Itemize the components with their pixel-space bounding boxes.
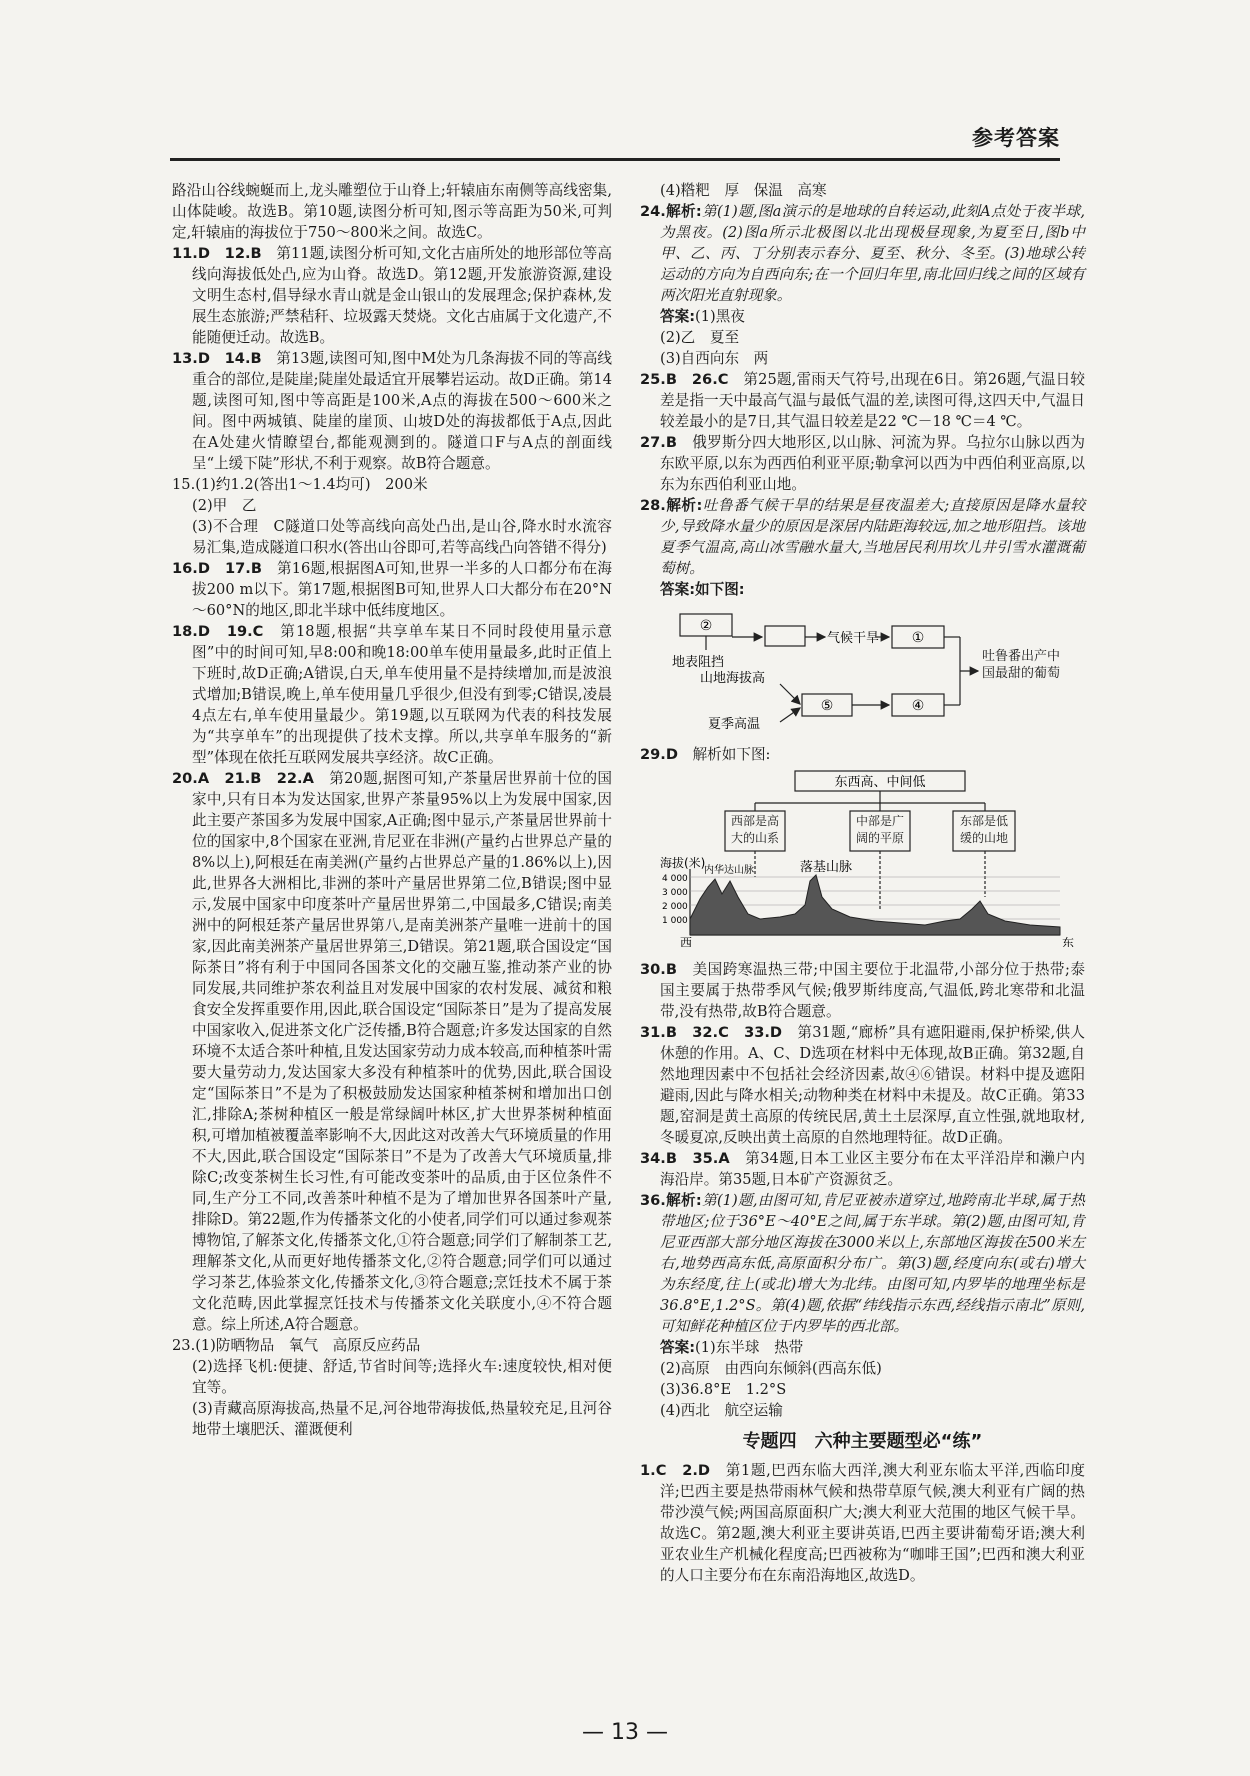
answer-31-33 (640, 1022, 1085, 1148)
answer-23-b: (2)选择飞机:便捷、舒适,节省时间等;选择火车:速度较快,相对便宜等。 (192, 1358, 612, 1396)
answer-30 (640, 959, 1085, 1022)
answer-number: 29.D (640, 746, 678, 763)
answer-15-b: (2)甲 乙 (192, 497, 257, 514)
answer-24 (640, 201, 1085, 306)
flow-label-result: 吐鲁番出产中国最甜的葡萄 (982, 649, 1061, 681)
paragraph: 路沿山谷线蜿蜒而上,龙头雕塑位于山脊上;轩辕庙东南侧等高线密集,山体陡峻。故选B。第10题,读图分析可知,图示等高距为50米,可判定,轩辕庙的海拔位于750～800米之间。故选C。 (172, 182, 612, 241)
analysis-text: 吐鲁番气候干旱的结果是昼夜温差大;直接原因是降水量较少,导致降水量少的原因是深居内陆距海较远,加之地形阻挡。该地夏季气温高,高山冰雪融水量大,当地居民利用坎儿井引雪水灌溉葡萄树。 (660, 497, 1085, 577)
right-column (640, 180, 1085, 1586)
answer-36 (640, 1190, 1085, 1337)
terrain-profile-svg (660, 769, 1080, 947)
profile-east-direction: 东 (1062, 936, 1075, 947)
answer-20-22 (172, 768, 612, 1335)
answer-15-a: 15.(1)约1.2(答出1～1.4均可) 200米 (172, 476, 428, 493)
answer-text: 第18题,根据“共享单车某日不同时段使用量示意图”中的时间可知,早8:00和晚18:00单车使用量最多,此时正值上下班时,故D正确;A错误,白天,单车使用量不是持续增加,而是波浪式增加;B错误,晚上,单车使用量几乎很少,但没有到零;C错误,凌晨4点左右,单车使用量最少。第19题,以互联网为代表的科技发展为“共享单车”的出现提供了技术支撑。所以,共享单车服务的“新型”体现在依托互联网发展共享经济。故C正确。 (192, 623, 612, 766)
analysis-text: 第(1)题,由图可知,肯尼亚被赤道穿过,地跨南北半球,属于热带地区;位于36°E～40°E之间,属于东半球。第(2)题,由图可知,肯尼亚西部大部分地区海拔在3000米以上,东部地区海拔在500米左右,地势西高东低,高原面积分布广。第(3)题,经度向东(或右)增大为东经度,往上(或北)增大为北纬。由图可知,内罗毕的地理坐标是36.8°E,1.2°S。第(4)题,依据“纬线指示东西,经线指示南北”原则,可知鲜花种植区位于内罗毕的西北部。 (660, 1192, 1085, 1335)
analysis-label: 28.解析: (640, 497, 703, 514)
flow-diagram-svg (660, 604, 1070, 732)
answer-text: (1)黑夜 (695, 308, 745, 325)
answer-text: 解析如下图: (677, 746, 771, 763)
profile-range-label: 落基山脉 (800, 860, 853, 875)
answer-23-c: (3)青藏高原海拔高,热量不足,河谷地带海拔低,热量较充足,且河谷地带土壤肥沃、灌溉便利 (192, 1400, 612, 1438)
answer-text: 第31题,“廊桥”具有遮阳避雨,保护桥梁,供人休憩的作用。A、C、D选项在材料中无体现,故B正确。第32题,自然地理因素中不包括社会经济因素,故④⑥错误。材料中提及遮阳避雨,因此与降水相关;动物种类在材料中未提及。故C正确。第33题,窑洞是黄土高原的传统民居,黄土土层深厚,直立性强,就地取材,冬暖夏凉,反映出黄土高原的自然地理特征。故D正确。 (660, 1024, 1085, 1146)
answer-text: 第13题,读图可知,图中M处为几条海拔不同的等高线重合的部位,是陡崖;陡崖处最适宜开展攀岩运动。故D正确。第14题,读图可知,图中等高距是100米,A点的海拔在500～600米之间。图中两城镇、陡崖的崖顶、山坡D处的海拔都低于A点,因此在A处建火情瞭望台,都能观测到的。隧道口F与A点的剖面线呈“上缓下陡”形状,不利于观察。故B符合题意。 (192, 350, 612, 472)
profile-y-tick: 1 000 (662, 916, 688, 926)
answer-s1-2 (640, 1460, 1085, 1586)
header-rule (170, 158, 1060, 161)
answer-16-17 (172, 558, 612, 621)
answer-number: 16.D 17.B (172, 560, 262, 577)
answer-36-key (640, 1337, 1085, 1358)
answer-number: 30.B (640, 961, 677, 978)
answer-text: 美国跨寒温热三带;中国主要位于北温带,小部分位于热带;泰国主要属于热带季风气候;俄罗斯纬度高,气温低,跨北寒带和北温带,没有热带,故B符合题意。 (660, 961, 1085, 1020)
answer-label: 答案: (660, 308, 696, 325)
answer-28 (640, 495, 1085, 579)
answer-13-14 (172, 348, 612, 474)
profile-west-label: 西部是高大的山系 (730, 814, 779, 845)
answer-number: 20.A 21.B 22.A (172, 770, 314, 787)
answer-number: 18.D 19.C (172, 623, 264, 640)
page-header-title: 参考答案 (972, 126, 1060, 150)
answer-text: 第16题,根据图A可知,世界一半多的人口都分布在海拔200 m以下。第17题,根据图B可知,世界人口大都分布在20°N～60°N的地区,即北半球中低纬度地区。 (192, 560, 612, 619)
answer-15-c: (3)不合理 C隧道口处等高线向高处凸出,是山谷,降水时水流容易汇集,造成隧道口积水(答出山谷即可,若等高线凸向答错不得分) (192, 518, 612, 556)
profile-y-tick: 3 000 (662, 888, 688, 898)
profile-mid-label: 中部是广阔的平原 (855, 814, 904, 845)
answer-24-key (640, 306, 1085, 327)
section-title: 专题四 六种主要题型必“练” (742, 1431, 983, 1452)
left-column (172, 180, 612, 1440)
answer-number: 34.B 35.A (640, 1150, 730, 1167)
answer-24-2: (2)乙 夏至 (660, 329, 740, 346)
profile-y-tick: 4 000 (662, 874, 688, 884)
answer-36-4: (4)西北 航空运输 (660, 1402, 783, 1419)
answer-number: 13.D 14.B (172, 350, 262, 367)
analysis-text: 第(1)题,图a演示的是地球的自转运动,此刻A点处于夜半球,为黑夜。(2)图a所示北极图以北出现极昼现象,为夏至日,图b中甲、乙、丙、丁分别表示春分、夏至、秋分、冬至。(3)地球公转运动的方向为自西向东;在一个回归年里,南北回归线之间的区域有两次阳光直射现象。 (660, 203, 1085, 304)
answer-number: 1.C 2.D (640, 1462, 711, 1479)
flow-diagram (660, 604, 1085, 738)
answer-29 (640, 744, 1085, 765)
answer-28-key: 答案:如下图: (660, 581, 745, 598)
answer-text: 第11题,读图分析可知,文化古庙所处的地形部位等高线向海拔低处凸,应为山脊。故选D。第12题,开发旅游资源,建设文明生态村,倡导绿水青山就是金山银山的发展理念;保护森林,发展生态旅游;严禁秸秆、垃圾露天焚烧。文化古庙属于文化遗产,不能随便迁动。故选B。 (192, 245, 612, 346)
flow-label-summer: 夏季高温 (708, 717, 761, 732)
answer-text: 第20题,据图可知,产茶量居世界前十位的国家中,只有日本为发达国家,世界产茶量95%以上为发展中国家,因此主要产茶国多为发展中国家,A正确;图中显示,产茶量居世界前十位的国家中,8个国家在亚洲,肯尼亚在非洲(产量约占世界总产量的8%以上),阿根廷在南美洲(产量约占世界总产量的1.86%以上),因此,世界各大洲相比,非洲的茶叶产量居世界第二位,B错误;图中显示,发展中国家中印度茶叶产量居世界第二,中国最多,C错误;南美洲中的阿根廷茶产量居世界第八,是南美洲茶产量唯一进前十的国家,因此南美洲茶产量居世界第三,D错误。第21题,联合国设定“国际茶日”将有利于中国同各国茶文化的交融互鉴,推动茶产业的协同发展,共同维护茶农利益且对发展中国家的农村发展、减贫和粮食安全发挥重要作用,因此,联合国设定“国际茶日”是为了提高发展中国家收入,促进茶文化广泛传播,B符合题意;许多发达国家的自然环境不太适合茶叶种植,且发达国家劳动力成本较高,而种植茶叶需要大量劳动力,发达国家大多没有种植茶叶的优势,因此,联合国设定“国际茶日”不是为了积极鼓励发达国家种植茶树和增加出口创汇,排除A;茶树种植区一般是常绿阔叶林区,扩大世界茶树种植面积,可增加植被覆盖率影响不大,因此这对改善大气环境质量的作用不大,因此,联合国设定“国际茶日”不是为了改善大气环境质量,排除C;改变茶树生长习性,有可能改变茶叶的品质,由于区位条件不同,生产分工不同,改善茶叶种植不是为了增加世界各国茶叶产量,排除D。第22题,作为传播茶文化的小使者,同学们可以通过参观茶博物馆,了解茶文化,传播茶文化,①符合题意;同学们了解制茶工艺,理解茶文化,从而更好地传播茶文化,②符合题意;同学们可以通过学习茶艺,体验茶文化,传播茶文化,③符合题意;烹饪技术不属于茶文化范畴,因此掌握烹饪技术与传播茶文化关联度小,④不符合题意。综上所述,A符合题意。 (192, 770, 612, 1333)
flow-label-2: ② (699, 618, 713, 634)
flow-label-1: ① (911, 630, 925, 646)
profile-west-direction: 西 (680, 936, 693, 947)
profile-y-tick: 2 000 (662, 902, 688, 912)
answer-34-35 (640, 1148, 1085, 1190)
answer-24-3: (3)自西向东 两 (660, 350, 769, 367)
answer-text: 第1题,巴西东临大西洋,澳大利亚东临太平洋,西临印度洋;巴西主要是热带雨林气候和热带草原气候,澳大利亚有广阔的热带沙漠气候;两国高原面积广大;澳大利亚大范围的地区气候干旱。故选C。第2题,澳大利亚主要讲英语,巴西主要讲葡萄牙语;澳大利亚农业生产机械化程度高;巴西被称为“咖啡王国”;巴西和澳大利亚的人口主要分布在东南沿海地区,故选D。 (660, 1462, 1085, 1584)
answer-text: 第34题,日本工业区主要分布在太平洋沿岸和濑户内海沿岸。第35题,日本矿产资源贫乏。 (660, 1150, 1085, 1188)
answer-number: 11.D 12.B (172, 245, 262, 262)
answer-36-2: (2)高原 由西向东倾斜(西高东低) (660, 1360, 882, 1377)
answer-27 (640, 432, 1085, 495)
flow-label-terrain: 地表阻挡 (672, 655, 725, 670)
answer-text: 俄罗斯分四大地形区,以山脉、河流为界。乌拉尔山脉以西为东欧平原,以东为西西伯利亚平原;勒拿河以西为中西伯利亚高原,以东为东西伯利亚山地。 (660, 434, 1085, 493)
profile-range-label: 内华达山脉 (704, 865, 754, 876)
flow-label-dry: 气候干旱 (827, 631, 880, 646)
page-number: — 13 — (582, 1720, 668, 1745)
flow-box-dry-input (765, 626, 805, 646)
answer-36-3: (3)36.8°E 1.2°S (660, 1381, 787, 1398)
answer-number: 31.B 32.C 33.D (640, 1024, 783, 1041)
answer-18-19 (172, 621, 612, 768)
answer-11-12 (172, 243, 612, 348)
answer-25-26 (640, 369, 1085, 432)
flow-label-4: ④ (911, 698, 925, 714)
analysis-label: 36.解析: (640, 1192, 702, 1209)
answer-number: 27.B (640, 434, 677, 451)
profile-top-label: 东西高、中间低 (834, 775, 926, 790)
terrain-profile-diagram (660, 769, 1085, 953)
profile-y-axis-label: 海拔(米) (660, 856, 706, 870)
answer-text: (1)东半球 热带 (695, 1339, 804, 1356)
flow-label-5: ⑤ (820, 698, 834, 714)
answer-23-a: 23.(1)防晒物品 氧气 高原反应药品 (172, 1337, 421, 1354)
analysis-label: 24.解析: (640, 203, 702, 220)
flow-label-mountain: 山地海拔高 (700, 671, 766, 686)
answer-text: 第25题,雷雨天气符号,出现在6日。第26题,气温日较差是指一天中最高气温与最低气温的差,读图可得,这四天中,气温日较差最小的是7日,其气温日较差是22 ℃－18 ℃＝4 ℃。 (660, 371, 1085, 430)
answer-label: 答案: (660, 1339, 696, 1356)
profile-east-label: 东部是低缓的山地 (959, 814, 1008, 845)
answer-23-d: (4)糌粑 厚 保温 高寒 (660, 182, 827, 199)
answer-number: 25.B 26.C (640, 371, 729, 388)
